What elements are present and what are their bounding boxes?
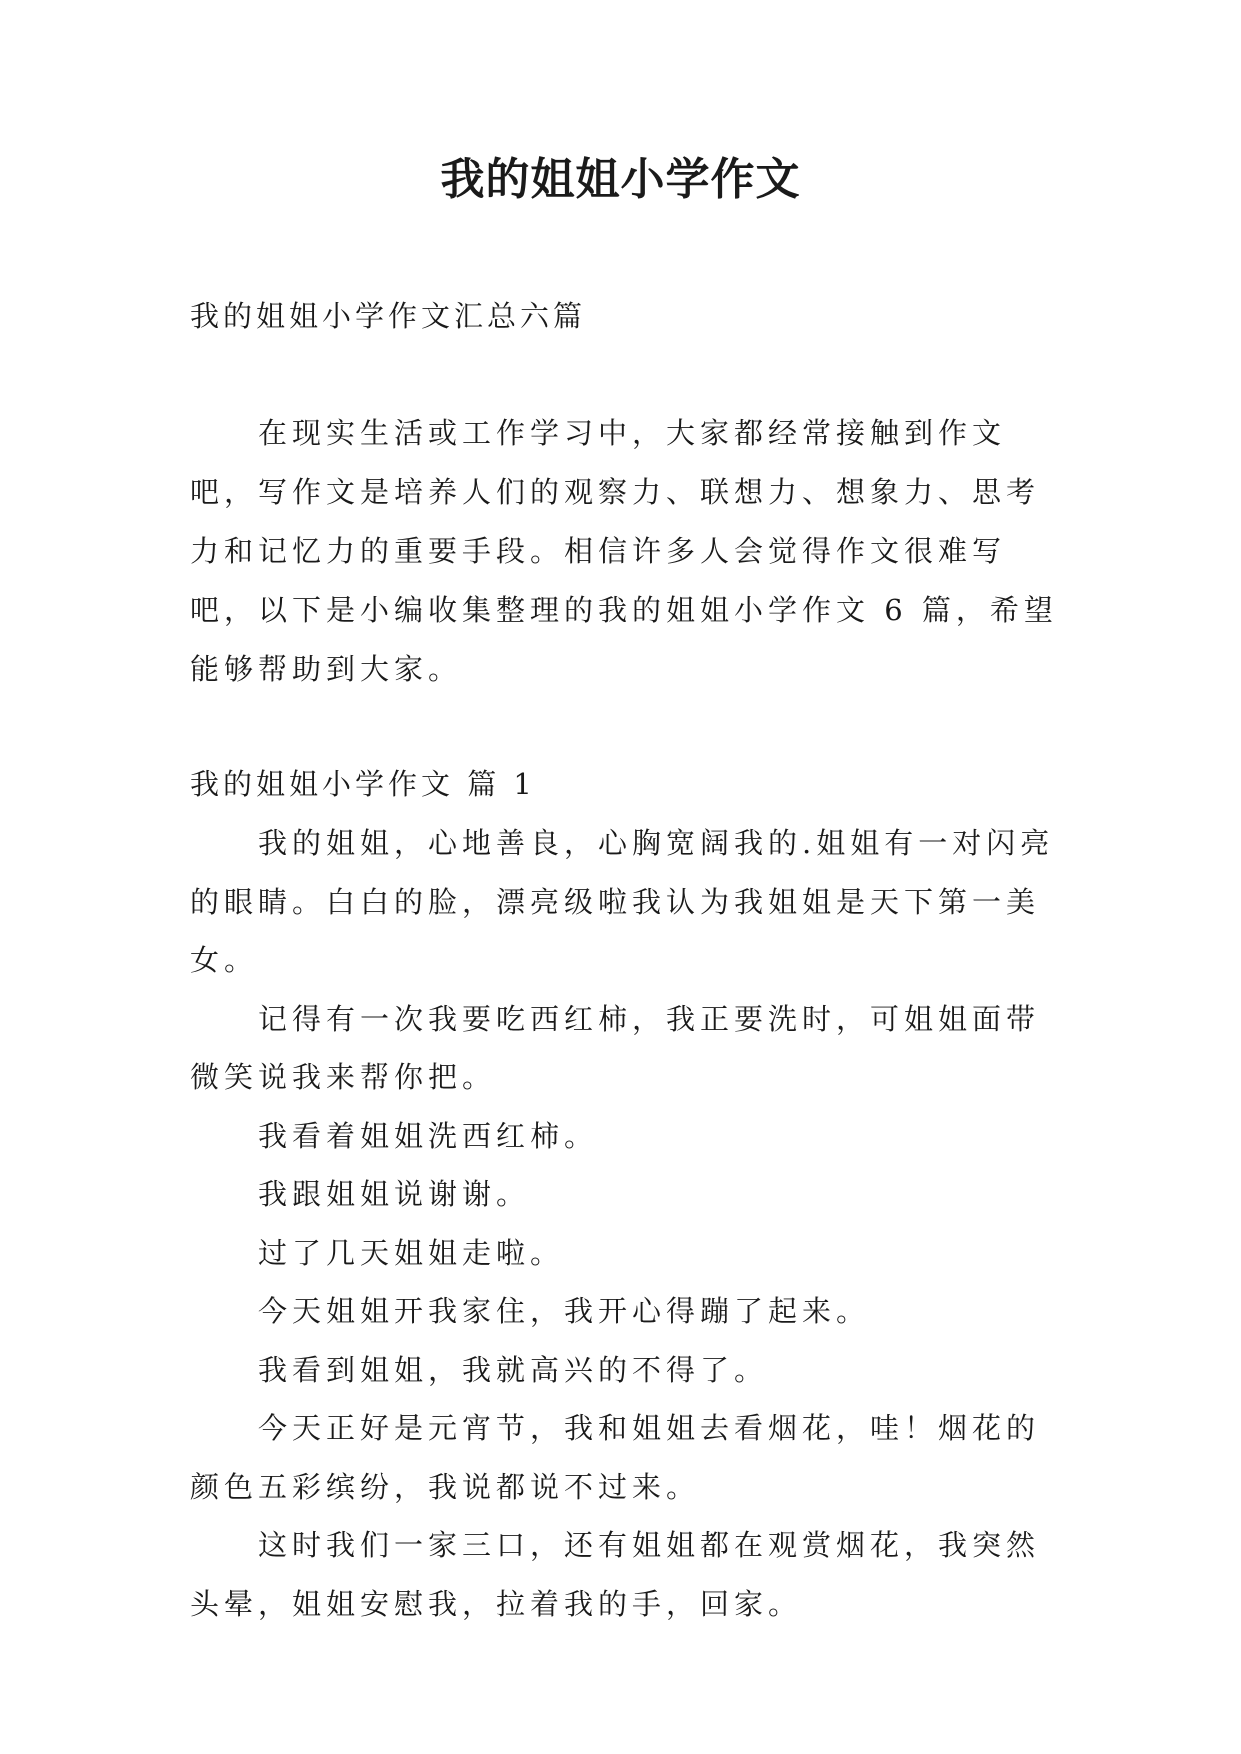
body-paragraph: 过了几天姐姐走啦。 bbox=[258, 1235, 565, 1270]
document-subtitle: 我的姐姐小学作文汇总六篇 bbox=[190, 299, 587, 333]
body-paragraph: 我跟姐姐说谢谢。 bbox=[258, 1177, 531, 1211]
document-title: 我的姐姐小学作文 bbox=[440, 154, 801, 205]
body-paragraph: 记得有一次我要吃西红柿，我正要洗时，可姐姐面带微笑说我来帮你把。 bbox=[190, 1001, 1041, 1094]
body-paragraph: 今天正好是元宵节，我和姐姐去看烟花，哇！烟花的颜色五彩缤纷，我说都说不过来。 bbox=[190, 1411, 1041, 1504]
body-paragraph: 我看到姐姐，我就高兴的不得了。 bbox=[258, 1352, 769, 1387]
body-paragraph: 这时我们一家三口，还有姐姐都在观赏烟花，我突然头晕，姐姐安慰我，拉着我的手，回家。 bbox=[190, 1528, 1041, 1621]
body-paragraph: 我的姐姐，心地善良，心胸宽阔我的.姐姐有一对闪亮的眼睛。白白的脸，漂亮级啦我认为我姐姐是天下第一美女。 bbox=[190, 826, 1055, 977]
section-heading: 我的姐姐小学作文 篇 1 bbox=[190, 767, 536, 801]
essay-body bbox=[190, 814, 1070, 1633]
intro-paragraph: 在现实生活或工作学习中，大家都经常接触到作文吧，写作文是培养人们的观察力、联想力、想象力、思考力和记忆力的重要手段。相信许多人会觉得作文很难写吧，以下是小编收集整理的我的姐姐小学作文 6 篇，希望能够帮助到大家。 bbox=[190, 416, 1058, 686]
body-paragraph: 我看着姐姐洗西红柿。 bbox=[258, 1118, 599, 1153]
body-paragraph: 今天姐姐开我家住，我开心得蹦了起来。 bbox=[258, 1294, 871, 1328]
